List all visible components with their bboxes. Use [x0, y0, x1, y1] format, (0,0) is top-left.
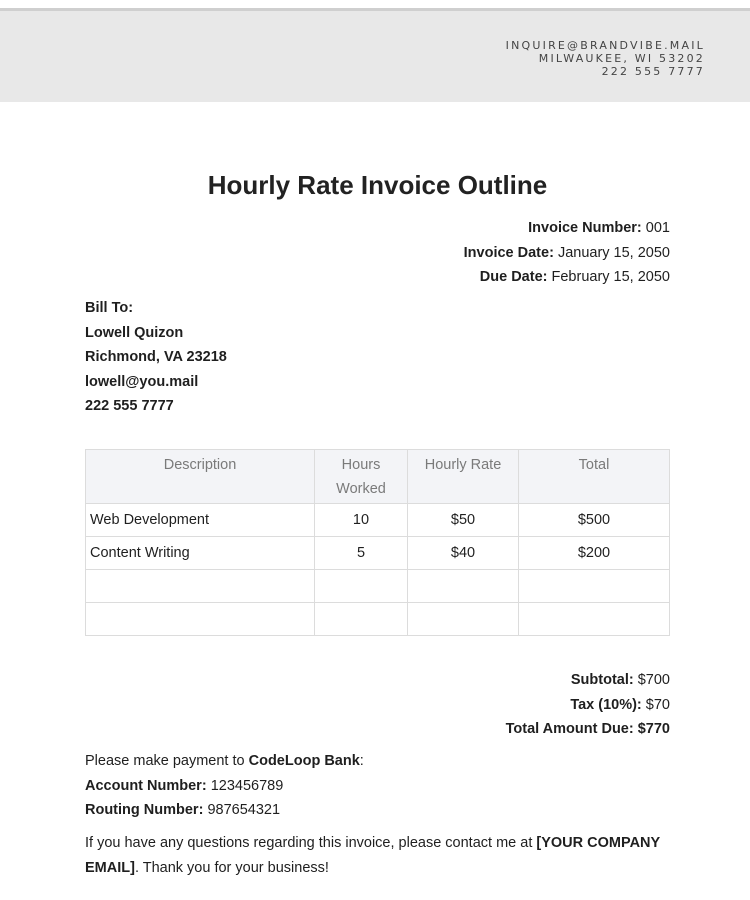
cell-description: Content Writing: [86, 537, 315, 570]
table-row: [86, 504, 670, 537]
table-row: [86, 537, 670, 570]
invoice-number-value: 001: [645, 220, 670, 236]
cell-total: [519, 570, 670, 603]
cell-total: $500: [519, 504, 670, 537]
subtotal-label: Subtotal:: [570, 672, 634, 688]
table-header-row: [86, 450, 670, 504]
total-due-value: $770: [637, 721, 670, 737]
payment-colon: :: [359, 753, 364, 769]
due-date-row: [464, 265, 670, 290]
bill-to-email: lowell@you.mail: [85, 373, 199, 390]
bill-to-name: Lowell Quizon: [85, 324, 184, 341]
cell-hours: 10: [315, 504, 408, 537]
invoice-meta: [464, 216, 670, 290]
cell-rate: $40: [408, 537, 519, 570]
cell-description: [86, 570, 315, 603]
bill-to-phone: 222 555 7777: [85, 398, 174, 414]
cell-rate: [408, 570, 519, 603]
cell-hours: [315, 570, 408, 603]
cell-description: Web Development: [86, 504, 315, 537]
table-row: [86, 603, 670, 636]
totals-block: [506, 668, 670, 742]
account-number-value: 123456789: [210, 777, 284, 794]
invoice-number-row: [464, 216, 670, 241]
payment-intro-row: [85, 749, 364, 774]
account-number-row: [85, 774, 364, 799]
column-header-total: Total: [519, 450, 670, 504]
column-header-hourly-rate: Hourly Rate: [408, 450, 519, 504]
cell-description: [86, 603, 315, 636]
company-phone: 222 555 7777: [601, 65, 705, 78]
table-row: [86, 570, 670, 603]
cell-rate: [408, 603, 519, 636]
header-band: [0, 11, 750, 102]
cell-total: $200: [519, 537, 670, 570]
note-closing: . Thank you for your business!: [134, 859, 329, 876]
tax-label: Tax (10%):: [570, 696, 642, 713]
invoice-date-value: January 15, 2050: [557, 244, 670, 261]
closing-note: [85, 831, 685, 880]
routing-number-label: Routing Number:: [85, 802, 204, 818]
subtotal-value: $700: [637, 672, 670, 688]
invoice-date-label: Invoice Date:: [463, 244, 554, 261]
invoice-number-label: Invoice Number:: [528, 220, 642, 236]
document-title: Hourly Rate Invoice Outline: [207, 170, 548, 200]
tax-row: [506, 693, 670, 718]
invoice-date-row: [464, 241, 670, 266]
company-email: INQUIRE@BRANDVIBE.MAIL: [505, 39, 705, 52]
bill-to-address: Richmond, VA 23218: [85, 349, 227, 365]
top-rule: [0, 0, 750, 11]
account-number-label: Account Number:: [85, 777, 207, 794]
payment-block: [85, 749, 364, 823]
due-date-value: February 15, 2050: [551, 269, 670, 285]
total-due-row: [506, 717, 670, 742]
tax-value: $70: [645, 696, 670, 713]
subtotal-row: [506, 668, 670, 693]
cell-rate: $50: [408, 504, 519, 537]
cell-hours: 5: [315, 537, 408, 570]
column-header-description: Description: [86, 450, 315, 504]
cell-total: [519, 603, 670, 636]
bank-name: CodeLoop Bank: [248, 753, 360, 769]
due-date-label: Due Date:: [479, 269, 548, 285]
total-due-label: Total Amount Due:: [505, 721, 634, 737]
bill-to-block: [85, 296, 227, 419]
cell-hours: [315, 603, 408, 636]
payment-intro: Please make payment to: [85, 753, 245, 769]
company-contact: [506, 39, 705, 78]
note-text: If you have any questions regarding this invoice, please contact me at: [85, 835, 533, 851]
routing-number-value: 987654321: [207, 802, 281, 818]
items-table: [85, 449, 670, 636]
bill-to-label: Bill To:: [85, 300, 134, 316]
company-email-placeholder: [YOUR COMPANY EMAIL]: [85, 835, 660, 876]
column-header-hours-worked: Hours Worked: [315, 450, 408, 504]
routing-number-row: [85, 798, 364, 823]
company-city: MILWAUKEE, WI 53202: [538, 52, 705, 65]
